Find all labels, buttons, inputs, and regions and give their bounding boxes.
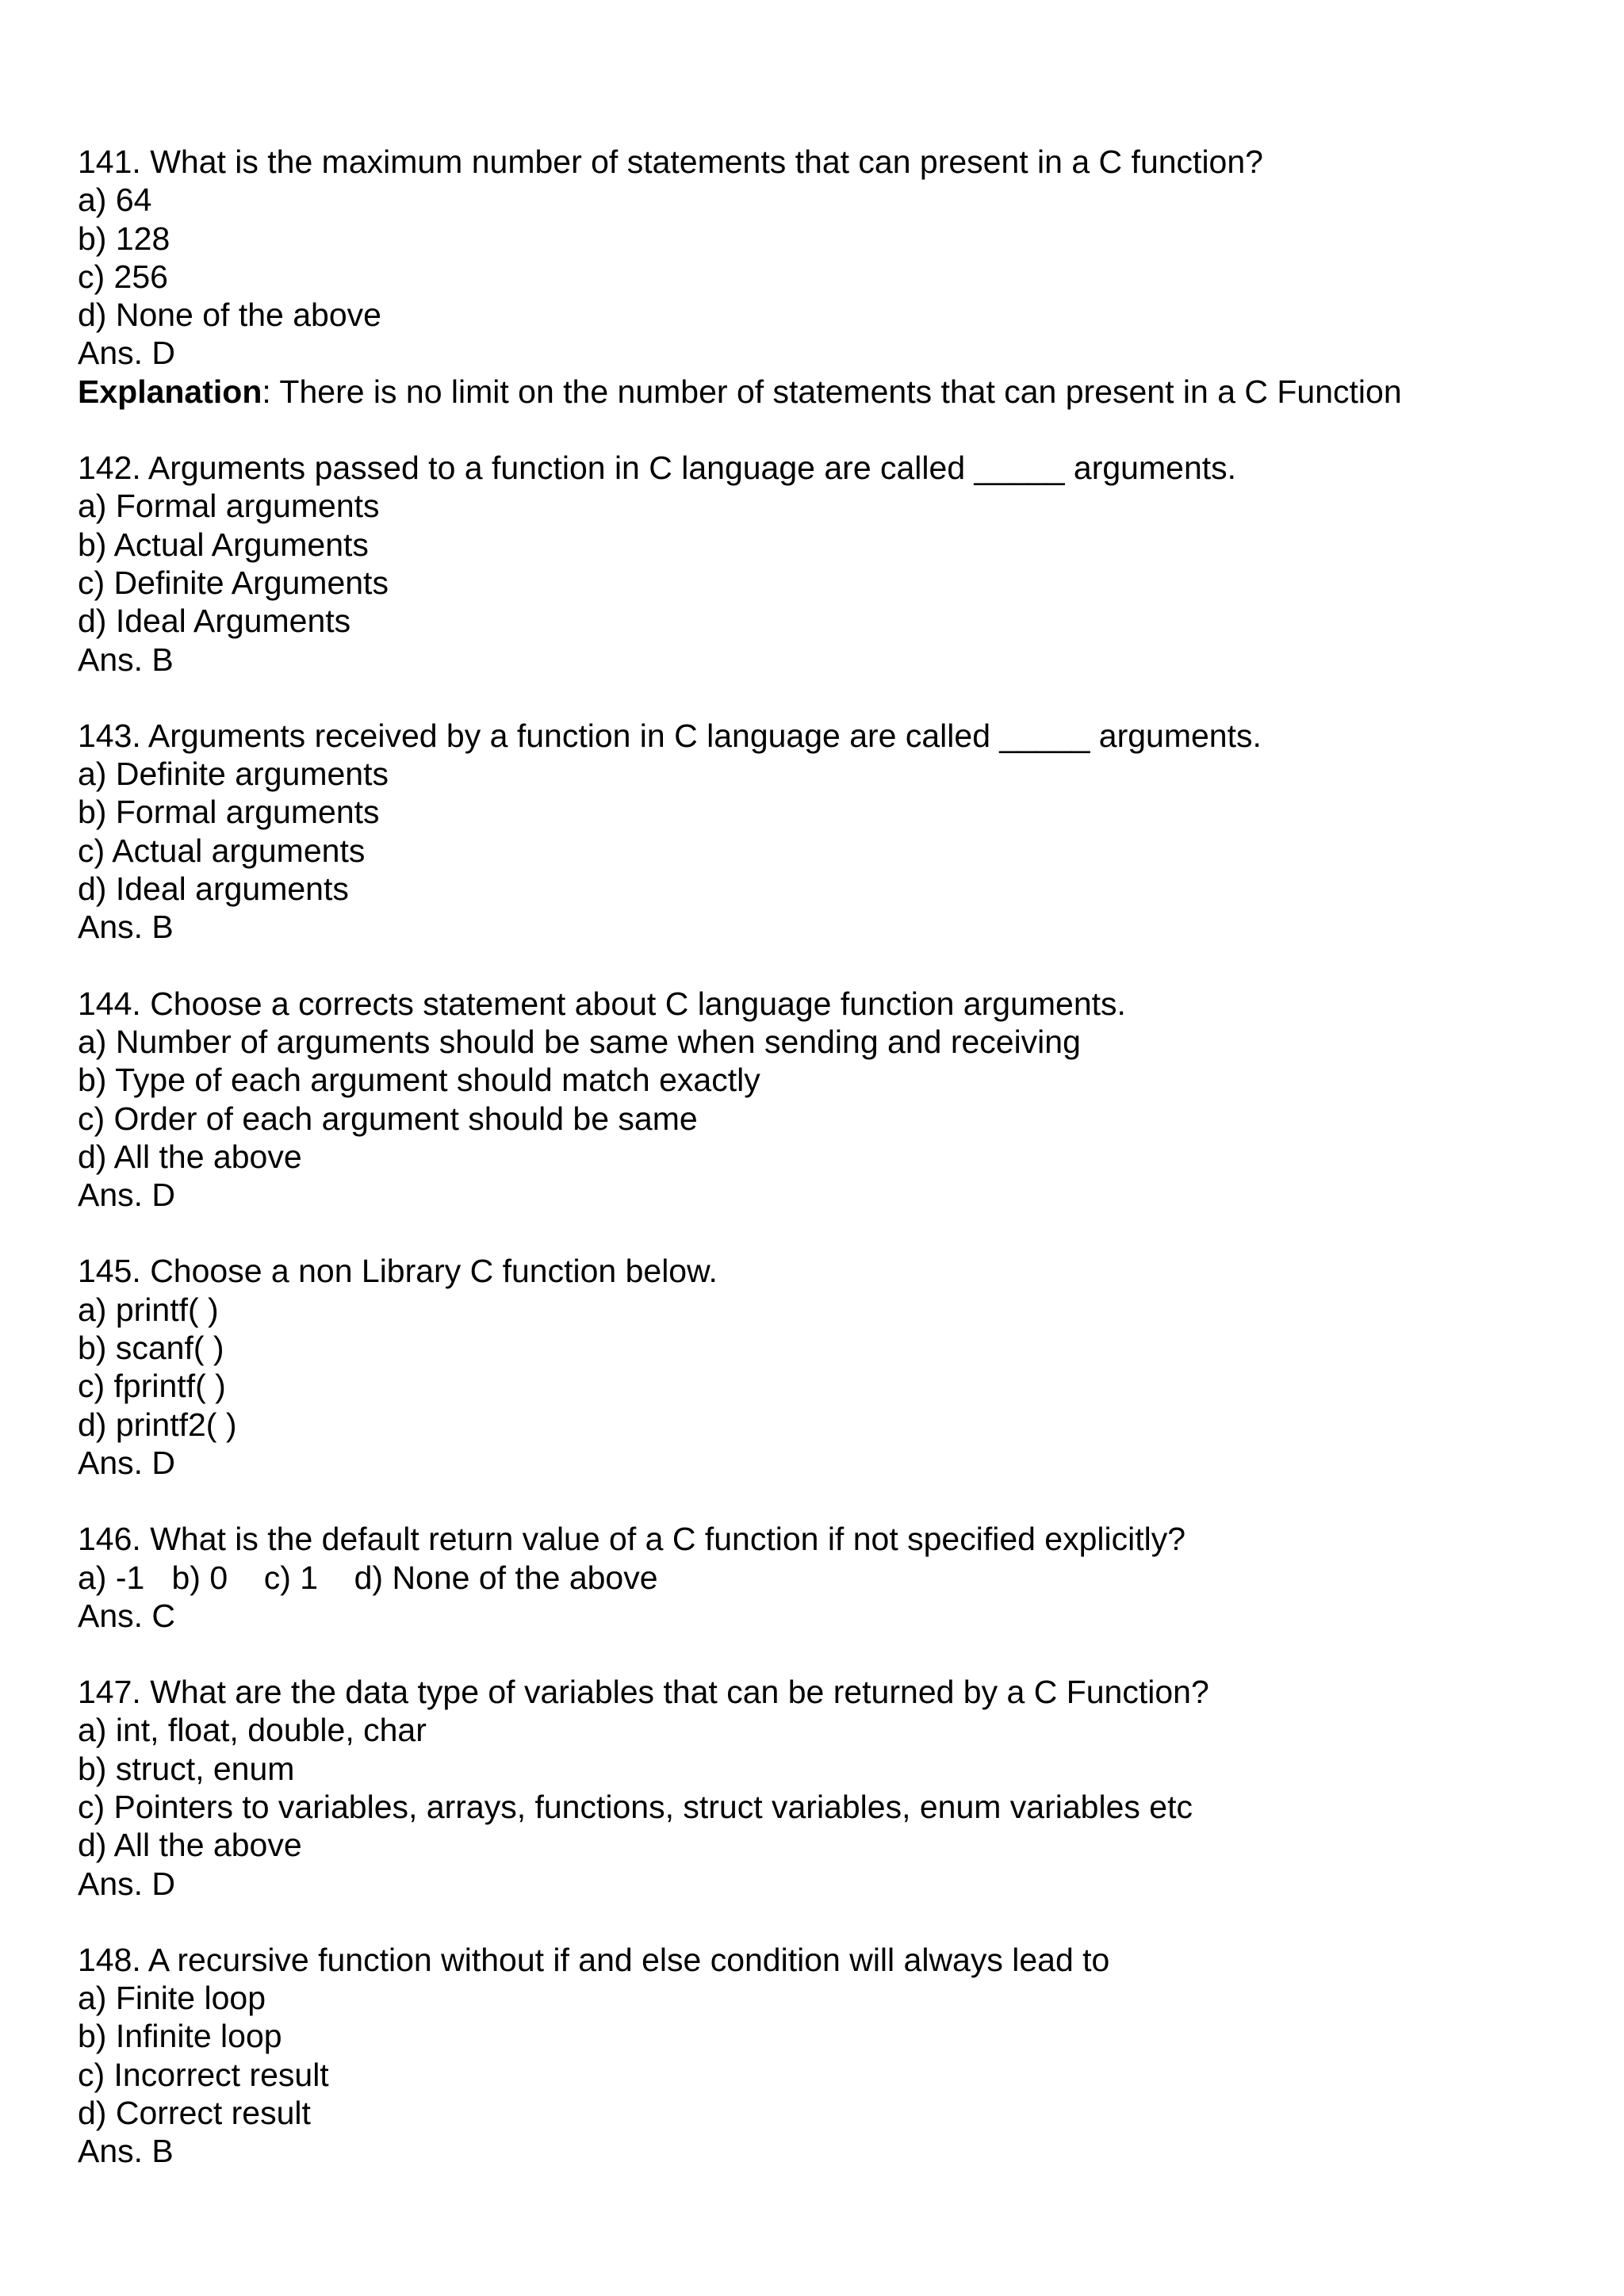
option-b: b) Infinite loop bbox=[78, 2018, 282, 2055]
option-b: b) scanf( ) bbox=[78, 1330, 224, 1367]
option-a: a) Formal arguments bbox=[78, 488, 380, 525]
option-c: c) Pointers to variables, arrays, functions, struct variables, enum variables etc bbox=[78, 1788, 1193, 1825]
answer: Ans. C bbox=[78, 1597, 176, 1634]
question-141 bbox=[78, 143, 1584, 411]
option-a: a) int, float, double, char bbox=[78, 1712, 427, 1749]
question-text: 141. What is the maximum number of statements that can present in a C function? bbox=[78, 144, 1263, 180]
explanation-text: : There is no limit on the number of statements that can present in a C Function bbox=[262, 373, 1402, 410]
option-b: b) struct, enum bbox=[78, 1750, 295, 1787]
option-c: c) Actual arguments bbox=[78, 832, 366, 869]
option-a: a) printf( ) bbox=[78, 1291, 219, 1328]
question-text: 145. Choose a non Library C function below. bbox=[78, 1253, 718, 1290]
answer: Ans. D bbox=[78, 335, 176, 372]
option-a: a) Number of arguments should be same when sending and receiving bbox=[78, 1023, 1081, 1060]
option-b: b) Actual Arguments bbox=[78, 526, 369, 563]
option-b: b) 128 bbox=[78, 220, 170, 257]
option-d: d) Correct result bbox=[78, 2095, 311, 2132]
answer: Ans. B bbox=[78, 641, 174, 678]
question-text: 142. Arguments passed to a function in C language are called _____ arguments. bbox=[78, 450, 1237, 487]
explanation-label: Explanation bbox=[78, 373, 262, 410]
option-c: c) fprintf( ) bbox=[78, 1368, 226, 1405]
question-148 bbox=[78, 1941, 1584, 2171]
question-text: 143. Arguments received by a function in C language are called _____ arguments. bbox=[78, 717, 1262, 754]
answer: Ans. D bbox=[78, 1865, 176, 1902]
question-142 bbox=[78, 449, 1584, 679]
question-143 bbox=[78, 717, 1584, 947]
option-d: d) All the above bbox=[78, 1138, 302, 1175]
explanation bbox=[78, 373, 1584, 411]
question-text: 148. A recursive function without if and else condition will always lead to bbox=[78, 1941, 1110, 1978]
option-d: d) printf2( ) bbox=[78, 1406, 237, 1443]
option-a: a) 64 bbox=[78, 182, 152, 219]
option-c: c) Order of each argument should be same bbox=[78, 1100, 698, 1137]
option-c: c) 256 bbox=[78, 258, 168, 295]
answer: Ans. B bbox=[78, 2133, 174, 2170]
option-d: d) All the above bbox=[78, 1827, 302, 1864]
option-c: c) Incorrect result bbox=[78, 2056, 329, 2093]
option-b: b) Type of each argument should match exactly bbox=[78, 1062, 760, 1099]
option-a: a) Definite arguments bbox=[78, 756, 389, 793]
question-147 bbox=[78, 1673, 1584, 1903]
document-page bbox=[78, 143, 1584, 2209]
question-146 bbox=[78, 1520, 1584, 1635]
question-144 bbox=[78, 985, 1584, 1215]
options-inline: a) -1 b) 0 c) 1 d) None of the above bbox=[78, 1559, 658, 1596]
answer: Ans. D bbox=[78, 1444, 176, 1481]
option-b: b) Formal arguments bbox=[78, 794, 380, 831]
option-d: d) Ideal arguments bbox=[78, 871, 349, 908]
question-text: 147. What are the data type of variables that can be returned by a C Function? bbox=[78, 1674, 1209, 1711]
question-text: 146. What is the default return value of a C function if not specified explicitly? bbox=[78, 1521, 1186, 1558]
question-145 bbox=[78, 1252, 1584, 1482]
option-c: c) Definite Arguments bbox=[78, 564, 389, 601]
option-d: d) Ideal Arguments bbox=[78, 603, 351, 640]
question-text: 144. Choose a corrects statement about C language function arguments. bbox=[78, 985, 1126, 1022]
option-d: d) None of the above bbox=[78, 297, 381, 334]
answer: Ans. D bbox=[78, 1177, 176, 1214]
option-a: a) Finite loop bbox=[78, 1980, 266, 2017]
answer: Ans. B bbox=[78, 909, 174, 946]
